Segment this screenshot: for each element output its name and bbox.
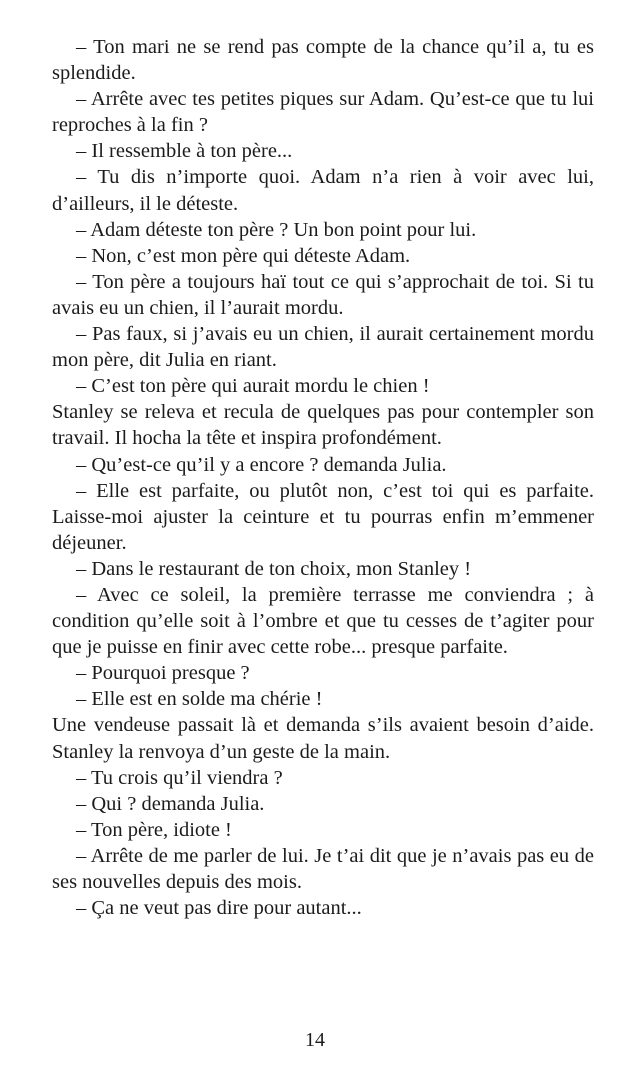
- book-page-text: [52, 34, 594, 921]
- dialogue-line: – Arrête avec tes petites piques sur Adam. Qu’est-ce que tu lui reproches à la fin ?: [52, 88, 594, 137]
- dialogue-line: – Pas faux, si j’avais eu un chien, il aurait certainement mordu mon père, dit Julia en riant.: [52, 323, 594, 372]
- dialogue-line: – Tu dis n’importe quoi. Adam n’a rien à voir avec lui, d’ailleurs, il le déteste.: [52, 166, 594, 215]
- dialogue-line: – C’est ton père qui aurait mordu le chien !: [76, 375, 430, 398]
- dialogue-line: – Il ressemble à ton père...: [76, 140, 293, 163]
- dialogue-line: – Adam déteste ton père ? Un bon point pour lui.: [76, 218, 477, 241]
- dialogue-line: – Qui ? demanda Julia.: [76, 792, 265, 815]
- narration-paragraph: Une vendeuse passait là et demanda s’ils avaient besoin d’aide. Stanley la renvoya d’un geste de la main.: [52, 714, 594, 763]
- dialogue-line: – Ton père a toujours haï tout ce qui s’approchait de toi. Si tu avais eu un chien, il l’aurait mordu.: [52, 270, 594, 319]
- narration-paragraph: Stanley se releva et recula de quelques pas pour contempler son travail. Il hocha la tête et inspira profondément.: [52, 401, 594, 450]
- dialogue-line: – Avec ce soleil, la première terrasse me conviendra ; à condition qu’elle soit à l’ombre et que tu cesses de t’agiter pour que je puisse en finir avec cette robe... presque parfaite.: [52, 583, 594, 659]
- dialogue-line: – Elle est en solde ma chérie !: [76, 688, 323, 711]
- dialogue-line: – Ton mari ne se rend pas compte de la chance qu’il a, tu es splendide.: [52, 36, 594, 85]
- dialogue-line: – Arrête de me parler de lui. Je t’ai dit que je n’avais pas eu de ses nouvelles depuis des mois.: [52, 844, 594, 893]
- dialogue-line: – Dans le restaurant de ton choix, mon Stanley !: [76, 557, 472, 580]
- dialogue-line: – Tu crois qu’il viendra ?: [76, 766, 283, 789]
- page-number: 14: [305, 1029, 325, 1051]
- dialogue-line: – Elle est parfaite, ou plutôt non, c’est toi qui es parfaite. Laisse-moi ajuster la ceinture et tu pourras enfin m’emmener déjeuner.: [52, 479, 594, 554]
- dialogue-line: – Pourquoi presque ?: [76, 662, 250, 685]
- dialogue-line: – Non, c’est mon père qui déteste Adam.: [76, 244, 411, 267]
- dialogue-line: – Ça ne veut pas dire pour autant...: [76, 897, 362, 920]
- dialogue-line: – Ton père, idiote !: [76, 818, 232, 841]
- dialogue-line: – Qu’est-ce qu’il y a encore ? demanda Julia.: [76, 453, 447, 476]
